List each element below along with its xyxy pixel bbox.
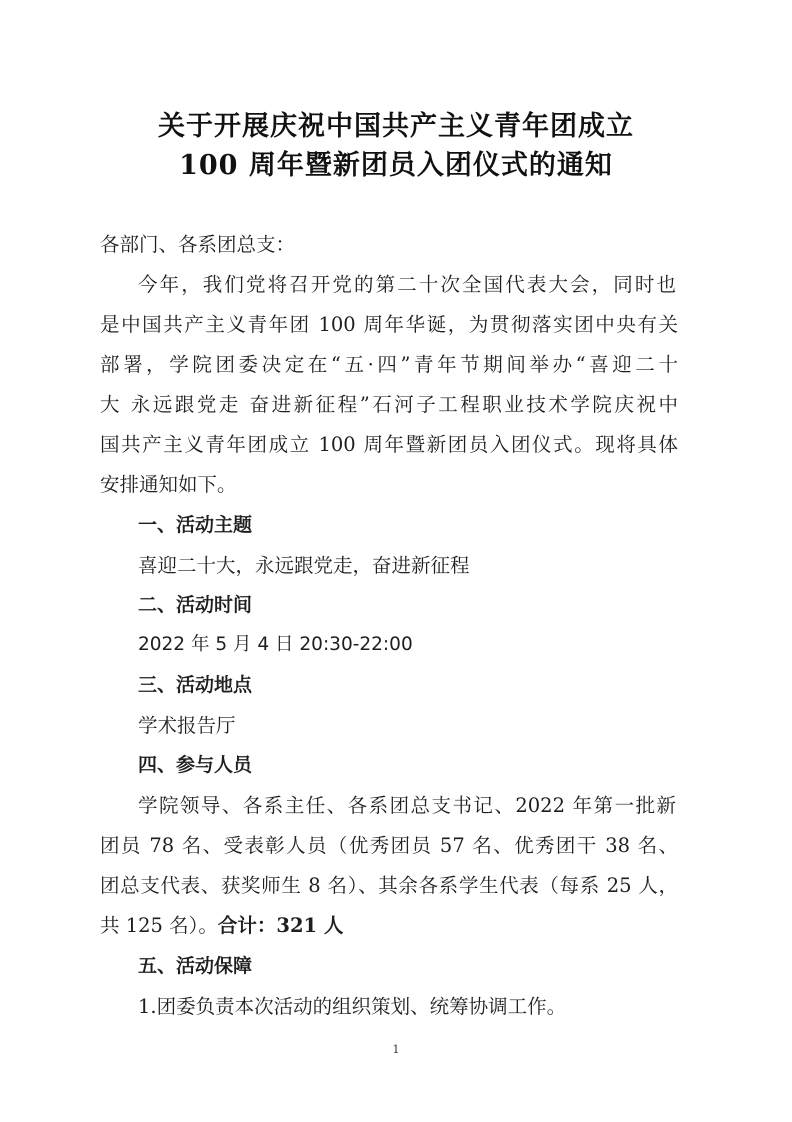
section-heading-people: 四、参与人员 <box>138 754 253 776</box>
section-text-time: 2022 年 5 月 4 日 20:30-22:00 <box>138 634 413 655</box>
section-text-theme: 喜迎二十大，永远跟党走，奋进新征程 <box>138 554 470 577</box>
document-title-line-1: 关于开展庆祝中国共产主义青年团成立 <box>158 111 634 142</box>
intro-line-5: 国共产主义青年团成立 100 周年暨新团员入团仪式。现将具体 <box>100 433 678 456</box>
intro-line-1: 今年，我们党将召开党的第二十次全国代表大会，同时也 <box>138 273 676 296</box>
section-heading-support: 五、活动保障 <box>138 955 253 977</box>
salutation: 各部门、各系团总支： <box>100 233 296 256</box>
people-line-3: 团总支代表、获奖师生 8 名）、其余各系学生代表（每系 25 人， <box>100 874 678 897</box>
people-line-1: 学院领导、各系主任、各系团总支书记、2022 年第一批新 <box>138 794 676 817</box>
people-line-4 <box>100 910 700 938</box>
people-total: 合计：321 人 <box>217 914 344 937</box>
page-number: 1 <box>392 1043 400 1056</box>
support-item-1: 1.团委负责本次活动的组织策划、统筹协调工作。 <box>138 995 567 1018</box>
intro-line-6: 安排通知如下。 <box>100 473 237 496</box>
section-heading-place: 三、活动地点 <box>138 674 253 696</box>
section-text-place: 学术报告厅 <box>138 714 236 737</box>
intro-line-3: 部署，学院团委决定在“五·四”青年节期间举办“喜迎二十 <box>100 353 678 376</box>
people-line-2: 团员 78 名、受表彰人员（优秀团员 57 名、优秀团干 38 名、 <box>100 834 678 857</box>
section-heading-time: 二、活动时间 <box>138 594 253 616</box>
intro-line-4: 大 永远跟党走 奋进新征程”石河子工程职业技术学院庆祝中 <box>100 393 678 416</box>
intro-line-2: 是中国共产主义青年团 100 周年华诞，为贯彻落实团中央有关 <box>100 313 678 336</box>
document-title-line-2: 100 周年暨新团员入团仪式的通知 <box>179 150 613 181</box>
section-heading-theme: 一、活动主题 <box>138 514 253 536</box>
people-line-4-text: 共 125 名）。 <box>100 914 218 937</box>
